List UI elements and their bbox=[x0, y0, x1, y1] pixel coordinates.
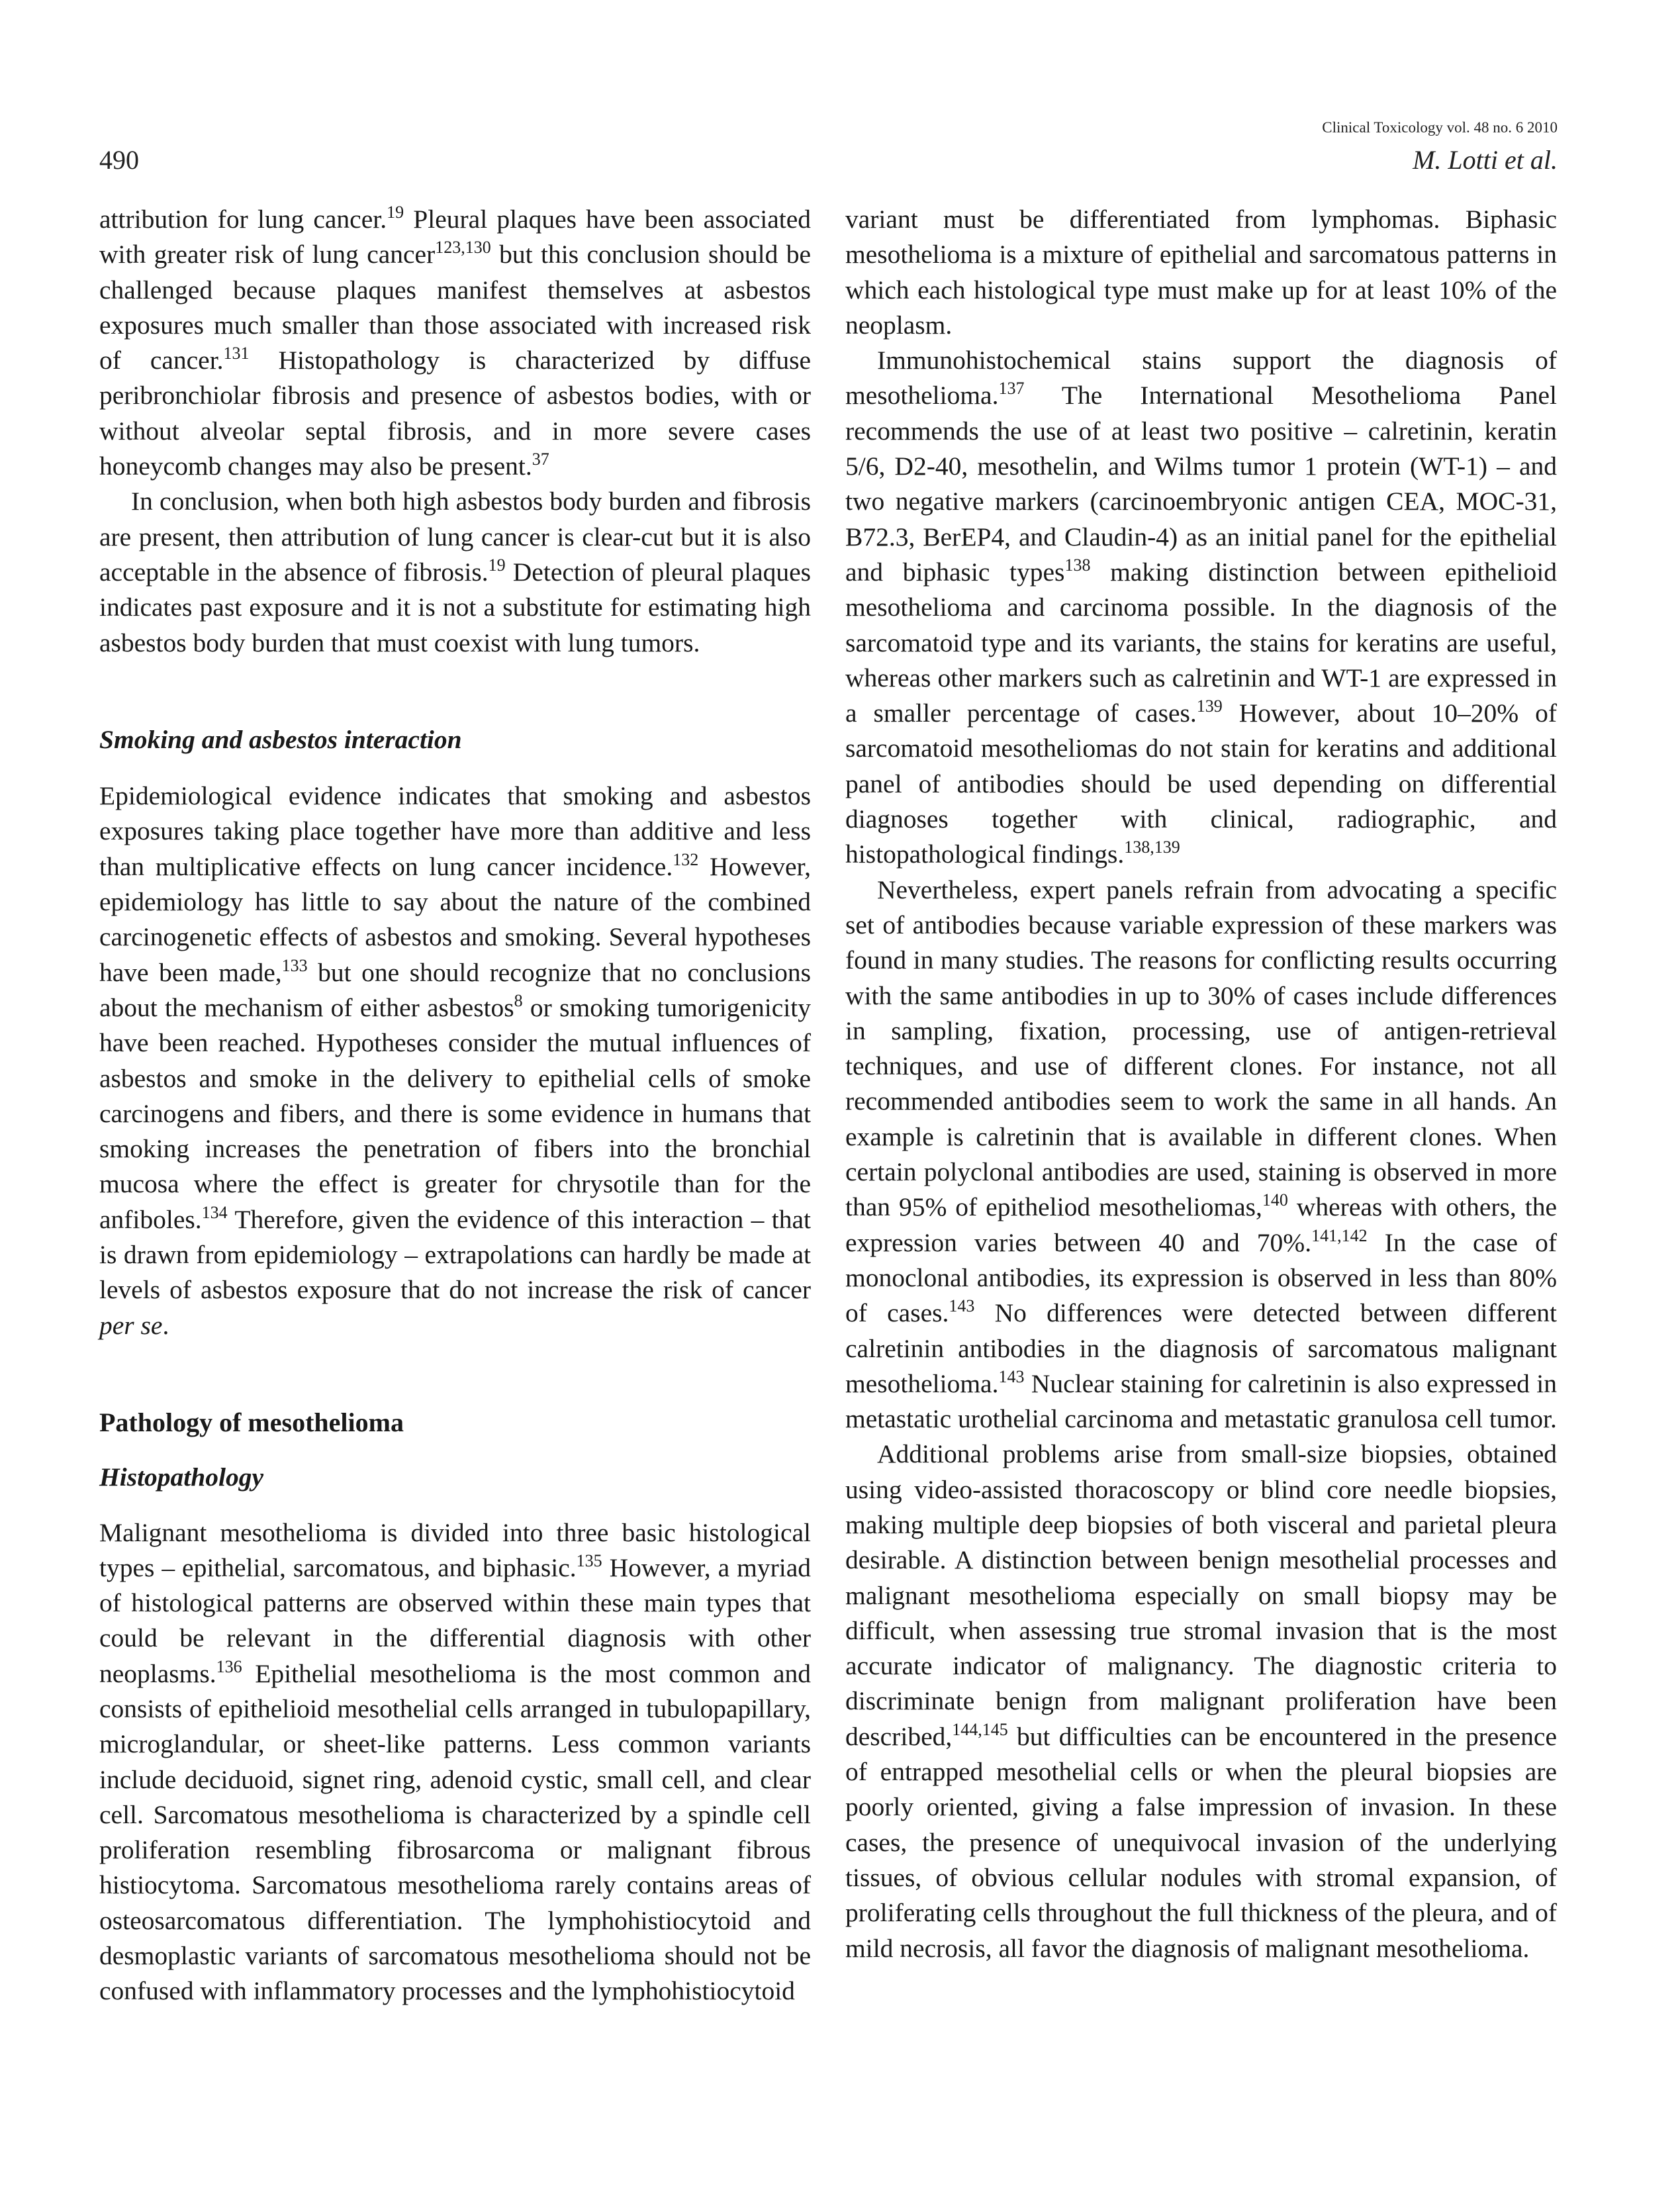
paragraph-biphasic: variant must be differentiated from lymphomas. Biphasic mesothelioma is a mixture of epithelial and sarcomatous patterns in which each histological type must make up for at least 10% of the neoplasm. bbox=[845, 205, 1557, 340]
right-column bbox=[845, 202, 1557, 1966]
paragraph-histopathology: Malignant mesothelioma is divided into three basic histological types – epithelial, sarcomatous, and biphasic.$^{135}$ However, a myriad of histological patterns are observed within these main types that could be relevant in the differential diagnosis with other neoplasms.$^{136}$ Epithelial mesothelioma is the most common and consists of epithelioid mesothelial cells arranged in tubulopapillary, microglandular, or sheet-like patterns. Less common variants include deciduoid, signet ring, adenoid cystic, small cell, and clear cell. Sarcomatous mesothelioma is characterized by a spindle cell proliferation resembling fibrosarcoma or malignant fibrous histiocytoma. Sarcomatous mesothelioma rarely contains areas of osteosarcomatous differentiation. The lymphohistiocytoid and desmoplastic variants of sarcomatous mesothelioma should not be confused with inflammatory processes and the lymphohistiocytoid bbox=[99, 1517, 811, 2006]
paragraph-immunohistochemical: Immunohistochemical stains support the diagnosis of mesothelioma.$^{137}$ The International Mesothelioma Panel recommends the use of at least two positive – calretinin, keratin 5/6, D2-40, mesothelin, and Wilms tumor 1 protein (WT-1) – and two negative markers (carcinoembryonic antigen CEA, MOC-31, B72.3, BerEP4, and Claudin-4) as an initial panel for the epithelial and biphasic types$^{138}$ making distinction between epithelioid mesothelioma and carcinoma possible. In the diagnosis of the sarcomatoid type and its variants, the stains for keratins are useful, whereas other markers such as calretinin and WT-1 are expressed in a smaller percentage of cases.$^{139}$ However, about 10–20% of sarcomatoid mesotheliomas do not stain for keratins and additional panel of antibodies should be used depending on differential diagnoses together with clinical, radiographic, and histopathological findings.$^{138,139}$ bbox=[845, 346, 1557, 869]
paragraph-conclusion: In conclusion, when both high asbestos body burden and fibrosis are present, then attribution of lung cancer is clear-cut but it is also acceptable in the absence of fibrosis.$^{19}$ Detection of pleural plaques indicates past exposure and it is not a substitute for estimating high asbestos body burden that must coexist with lung tumors. bbox=[99, 487, 811, 657]
running-head-authors: M. Lotti et al. bbox=[1413, 145, 1558, 175]
paragraph-biopsies: Additional problems arise from small-size biopsies, obtained using video-assisted thoracoscopy or blind core needle biopsies, making multiple deep biopsies of both visceral and parietal pleura desirable. A distinction between benign mesothelial processes and malignant mesothelioma especially on small biopsy may be difficult, when assessing true stromal invasion that is the most accurate indicator of malignancy. The diagnostic criteria to discriminate benign from malignant proliferation have been described,$^{144,145}$ but difficulties can be encountered in the presence of entrapped mesothelial cells or when the pleural biopsies are poorly oriented, giving a false impression of invasion. In these cases, the presence of unequivocal invasion of the underlying tissues, of obvious cellular nodules with stromal expansion, of proliferating cells throughout the full thickness of the pleura, and of mild necrosis, all favor the diagnosis of malignant mesothelioma. bbox=[845, 1439, 1557, 1963]
left-column bbox=[99, 202, 811, 2009]
journal-citation: Clinical Toxicology vol. 48 no. 6 2010 bbox=[1322, 119, 1558, 136]
heading-smoking-asbestos: Smoking and asbestos interaction bbox=[99, 724, 462, 754]
page-number: 490 bbox=[99, 145, 139, 175]
heading-pathology: Pathology of mesothelioma bbox=[99, 1407, 404, 1437]
paragraph-antibodies: Nevertheless, expert panels refrain from advocating a specific set of antibodies because variable expression of these markers was found in many studies. The reasons for conflicting results occurring with the same antibodies in up to 30% of cases include differences in sampling, fixation, processing, use of antigen-retrieval techniques, and use of different clones. For instance, not all recommended antibodies seem to work the same in all hands. An example is calretinin that is available in different clones. When certain polyclonal antibodies are used, staining is observed in more than 95% of epitheliod mesotheliomas,$^{140}$ whereas with others, the expression varies between 40 and 70%.$^{141,142}$ In the case of monoclonal antibodies, its expression is observed in less than 80% of cases.$^{143}$ No differences were detected between different calretinin antibodies in the diagnosis of sarcomatous malignant mesothelioma.$^{143}$ Nuclear staining for calretinin is also expressed in metastatic urothelial carcinoma and metastatic granulosa cell tumor. bbox=[845, 875, 1557, 1434]
paragraph-smoking: Epidemiological evidence indicates that smoking and asbestos exposures taking place together have more than additive and less than multiplicative effects on lung cancer incidence.$^{132}$ However, epidemiology has little to say about the nature of the combined carcinogenetic effects of asbestos and smoking. Several hypotheses have been made,$^{133}$ but one should recognize that no conclusions about the mechanism of either asbestos$^8$ or smoking tumorigenicity have been reached. Hypotheses consider the mutual influences of asbestos and smoke in the delivery to epithelial cells of smoke carcinogens and fibers, and there is some evidence in humans that smoking increases the penetration of fibers into the bronchial mucosa where the effect is greater for chrysotile than for the anfiboles.$^{134}$ Therefore, given the evidence of this interaction – that is drawn from epidemiology – extrapolations can hardly be made at levels of asbestos exposure that do not increase the risk of cancer per se. bbox=[99, 781, 811, 1340]
heading-histopathology: Histopathology bbox=[99, 1462, 263, 1492]
paragraph-attribution: attribution for lung cancer.$^{19}$ Pleural plaques have been associated with greater risk of lung cancer$^{123,130}$ but this conclusion should be challenged because plaques manifest themselves at asbestos exposures much smaller than those associated with increased risk of cancer.$^{131}$ Histopathology is characterized by diffuse peribronchiolar fibrosis and presence of asbestos bodies, with or without alveolar septal fibrosis, and in more severe cases honeycomb changes may also be present.$^{37}$ bbox=[99, 203, 812, 481]
